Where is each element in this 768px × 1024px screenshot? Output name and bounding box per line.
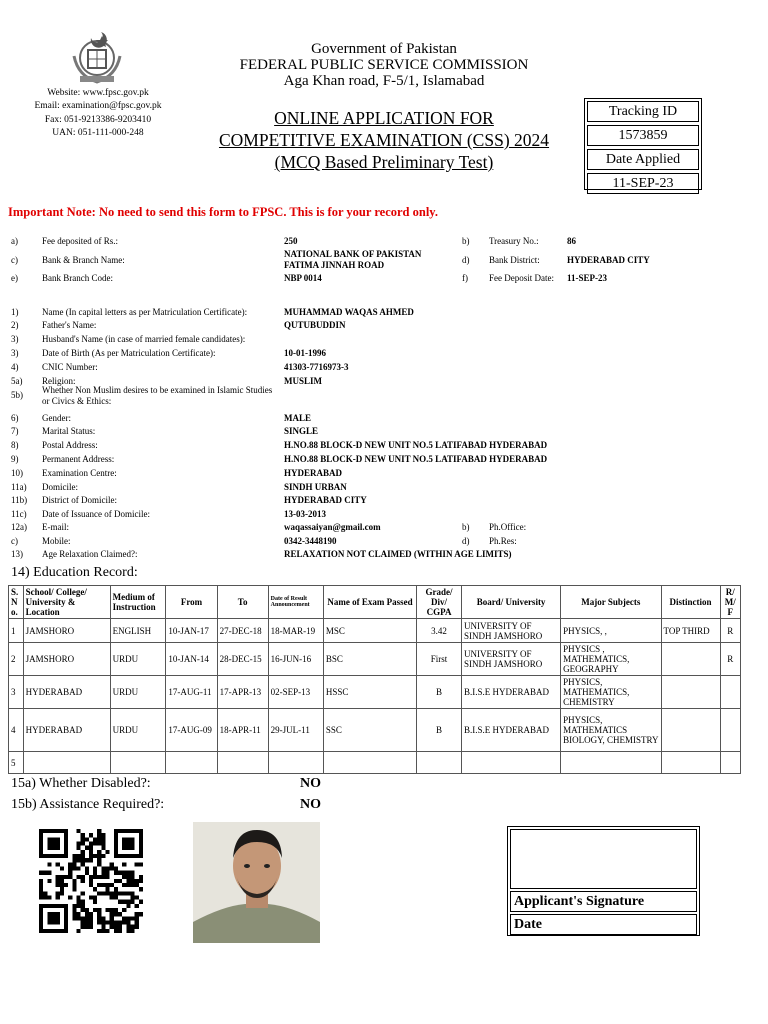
education-cell: 17-AUG-09 <box>166 709 217 752</box>
education-cell: PHYSICS , MATHEMATICS, GEOGRAPHY <box>561 643 661 676</box>
education-cell <box>323 752 416 774</box>
contact-website: Website: www.fpsc.gov.pk <box>47 88 149 98</box>
education-cell: 5 <box>9 752 24 774</box>
personal-item-number: 6) <box>11 413 19 423</box>
education-cell: 17-APR-13 <box>217 676 268 709</box>
applicant-signature-label: Applicant's Signature <box>510 891 697 912</box>
tracking-id-label: Tracking ID <box>587 101 699 122</box>
education-header-cell: Date of Result Announcement <box>268 586 323 619</box>
disabled-value: NO <box>300 776 321 791</box>
education-cell: JAMSHORO <box>23 643 110 676</box>
ph-res-label: Ph.Res: <box>489 536 517 546</box>
personal-item-number: 2) <box>11 320 19 330</box>
personal-item-label: Religion: <box>42 376 76 386</box>
education-cell <box>661 676 720 709</box>
personal-item-value: SINGLE <box>284 426 319 436</box>
education-cell <box>110 752 166 774</box>
applicant-photo <box>193 822 320 943</box>
personal-item-value: H.NO.88 BLOCK-D NEW UNIT NO.5 LATIFABAD HYDERABAD <box>284 440 548 450</box>
header-commission: FEDERAL PUBLIC SERVICE COMMISSION <box>239 57 529 73</box>
education-cell: 29-JUL-11 <box>268 709 323 752</box>
fee-b-label: Treasury No.: <box>489 236 539 246</box>
education-cell: R <box>720 643 740 676</box>
education-cell: UNIVERSITY OF SINDH JAMSHORO <box>462 643 561 676</box>
education-cell: URDU <box>110 643 166 676</box>
personal-item-value: MUSLIM <box>284 376 322 386</box>
education-cell: JAMSHORO <box>23 619 110 643</box>
education-cell: MSC <box>323 619 416 643</box>
education-cell: PHYSICS, MATHEMATICS, CHEMISTRY <box>561 676 661 709</box>
personal-item-label: Date of Issuance of Domicile: <box>42 509 150 519</box>
fee-f-value: 11-SEP-23 <box>567 273 608 283</box>
education-cell <box>720 676 740 709</box>
assistance-value: NO <box>300 797 321 812</box>
education-table <box>8 585 741 774</box>
education-cell: 2 <box>9 643 24 676</box>
fee-c-label: Bank & Branch Name: <box>42 255 125 265</box>
education-cell: 3 <box>9 676 24 709</box>
personal-item-number: 3) <box>11 334 19 344</box>
application-title-line1: ONLINE APPLICATION FOR <box>274 108 494 128</box>
personal-item-label: Gender: <box>42 413 71 423</box>
fee-a-value: 250 <box>284 236 298 246</box>
personal-item-value: QUTUBUDDIN <box>284 320 346 330</box>
education-cell: HSSC <box>323 676 416 709</box>
education-row <box>9 619 741 643</box>
education-cell <box>720 709 740 752</box>
personal-item-label: Domicile: <box>42 482 78 492</box>
education-header-row <box>9 586 741 619</box>
personal-item-number: c) <box>11 536 18 546</box>
education-header-cell: From <box>166 586 217 619</box>
fee-b-value: 86 <box>567 236 576 246</box>
education-cell: B.I.S.E HYDERABAD <box>462 676 561 709</box>
education-cell: UNIVERSITY OF SINDH JAMSHORO <box>462 619 561 643</box>
education-cell: B.I.S.E HYDERABAD <box>462 709 561 752</box>
education-cell: R <box>720 619 740 643</box>
education-row <box>9 643 741 676</box>
education-row <box>9 752 741 774</box>
ph-res-key: d) <box>462 536 470 546</box>
disabled-label: 15a) Whether Disabled?: <box>11 776 151 791</box>
personal-item-number: 4) <box>11 362 19 372</box>
assistance-label: 15b) Assistance Required?: <box>11 797 165 812</box>
education-cell: HYDERABAD <box>23 676 110 709</box>
personal-item-label: E-mail: <box>42 522 69 532</box>
fee-d-value: HYDERABAD CITY <box>567 255 650 265</box>
personal-item-label: Whether Non Muslim desires to be examined in Islamic Studies or Civics & Ethics: <box>42 385 273 406</box>
personal-item-number: 12a) <box>11 522 27 532</box>
fee-a-key: a) <box>11 236 18 246</box>
date-applied-value: 11-SEP-23 <box>587 173 699 194</box>
personal-item-number: 1) <box>11 307 19 317</box>
education-row <box>9 676 741 709</box>
personal-item-value: HYDERABAD <box>284 468 343 478</box>
personal-item-label: Husband's Name (in case of married female candidates): <box>42 334 246 344</box>
personal-item-value: 10-01-1996 <box>284 348 326 358</box>
education-header-cell: Distinction <box>661 586 720 619</box>
government-emblem-icon <box>66 28 128 86</box>
education-cell <box>268 752 323 774</box>
personal-item-value: RELAXATION NOT CLAIMED (WITHIN AGE LIMITS) <box>284 549 512 559</box>
education-cell <box>661 709 720 752</box>
date-applied-label: Date Applied <box>587 149 699 170</box>
personal-item-number: 7) <box>11 426 19 436</box>
application-title-line2: COMPETITIVE EXAMINATION (CSS) 2024 <box>218 130 550 150</box>
education-cell: First <box>417 643 462 676</box>
personal-item-label: District of Domicile: <box>42 495 117 505</box>
personal-item-label: Name (In capital letters as per Matriculation Certificate): <box>42 307 248 317</box>
personal-item-value: 0342-3448190 <box>284 536 337 546</box>
fee-c-value-line2: FATIMA JINNAH ROAD <box>284 260 385 270</box>
education-header-cell: Board/ University <box>462 586 561 619</box>
qr-code-icon <box>36 829 146 933</box>
education-cell: 1 <box>9 619 24 643</box>
personal-item-label: Postal Address: <box>42 440 98 450</box>
personal-item-value: 41303-7716973-3 <box>284 362 349 372</box>
signature-box <box>507 826 700 936</box>
education-row <box>9 709 741 752</box>
education-cell: 27-DEC-18 <box>217 619 268 643</box>
personal-item-number: 10) <box>11 468 23 478</box>
personal-item-label: Mobile: <box>42 536 71 546</box>
personal-item-label: Permanent Address: <box>42 454 115 464</box>
personal-item-number: 5a) <box>11 376 23 386</box>
education-cell: 18-APR-11 <box>217 709 268 752</box>
education-cell: 17-AUG-11 <box>166 676 217 709</box>
application-title-line3: (MCQ Based Preliminary Test) <box>274 152 494 172</box>
education-cell <box>217 752 268 774</box>
personal-item-number: 11b) <box>11 495 28 505</box>
fee-b-key: b) <box>462 236 470 246</box>
personal-item-value: H.NO.88 BLOCK-D NEW UNIT NO.5 LATIFABAD HYDERABAD <box>284 454 548 464</box>
personal-item-number: 11c) <box>11 509 27 519</box>
education-cell: HYDERABAD <box>23 709 110 752</box>
education-cell: B <box>417 709 462 752</box>
education-header-cell: Major Subjects <box>561 586 661 619</box>
education-header-cell: Grade/ Div/ CGPA <box>417 586 462 619</box>
personal-item-label: CNIC Number: <box>42 362 98 372</box>
fee-c-key: c) <box>11 255 18 265</box>
education-cell <box>661 752 720 774</box>
personal-item-value: 13-03-2013 <box>284 509 326 519</box>
contact-fax: Fax: 051-9213386-9203410 <box>44 115 152 125</box>
education-cell: 4 <box>9 709 24 752</box>
education-cell: BSC <box>323 643 416 676</box>
personal-item-number: 3) <box>11 348 19 358</box>
header-address: Aga Khan road, F-5/1, Islamabad <box>283 73 485 89</box>
personal-item-label: Examination Centre: <box>42 468 117 478</box>
education-cell <box>462 752 561 774</box>
education-cell <box>661 643 720 676</box>
tracking-id-value: 1573859 <box>587 125 699 146</box>
personal-item-label: Age Relaxation Claimed?: <box>42 549 138 559</box>
education-cell: 18-MAR-19 <box>268 619 323 643</box>
education-cell: URDU <box>110 709 166 752</box>
ph-office-label: Ph.Office: <box>489 522 527 532</box>
personal-item-value: SINDH URBAN <box>284 482 347 492</box>
education-cell <box>166 752 217 774</box>
education-cell: TOP THIRD <box>661 619 720 643</box>
education-cell: 16-JUN-16 <box>268 643 323 676</box>
education-header-cell: Name of Exam Passed <box>323 586 416 619</box>
personal-item-value: MUHAMMAD WAQAS AHMED <box>284 307 414 317</box>
education-cell <box>720 752 740 774</box>
fee-f-key: f) <box>462 273 468 283</box>
fee-a-label: Fee deposited of Rs.: <box>42 236 118 246</box>
education-cell: URDU <box>110 676 166 709</box>
fee-e-key: e) <box>11 273 18 283</box>
education-header-cell: S. N o. <box>9 586 24 619</box>
fee-e-value: NBP 0014 <box>284 273 322 283</box>
education-cell: 10-JAN-14 <box>166 643 217 676</box>
fee-d-key: d) <box>462 255 470 265</box>
education-cell: 28-DEC-15 <box>217 643 268 676</box>
important-note: Important Note: No need to send this form to FPSC. This is for your record only. <box>8 205 438 219</box>
education-cell: PHYSICS, , <box>561 619 661 643</box>
personal-item-value: MALE <box>284 413 311 423</box>
education-cell <box>561 752 661 774</box>
personal-item-number: 5b) <box>11 390 23 400</box>
education-cell: SSC <box>323 709 416 752</box>
personal-item-number: 9) <box>11 454 19 464</box>
education-cell: 3.42 <box>417 619 462 643</box>
education-cell: ENGLISH <box>110 619 166 643</box>
signature-date-label: Date <box>510 914 697 935</box>
education-cell <box>23 752 110 774</box>
personal-item-value: HYDERABAD CITY <box>284 495 367 505</box>
header-government: Government of Pakistan <box>311 41 457 57</box>
education-header-cell: R/ M/ F <box>720 586 740 619</box>
ph-office-key: b) <box>462 522 470 532</box>
personal-item-value: waqassaiyan@gmail.com <box>284 522 381 532</box>
education-heading: 14) Education Record: <box>11 565 138 580</box>
education-header-cell: Medium of Instruction <box>110 586 166 619</box>
personal-item-label: Father's Name: <box>42 320 97 330</box>
fee-c-value-line1: NATIONAL BANK OF PAKISTAN <box>284 249 422 259</box>
personal-item-number: 13) <box>11 549 23 559</box>
education-cell: 02-SEP-13 <box>268 676 323 709</box>
education-cell: 10-JAN-17 <box>166 619 217 643</box>
personal-item-number: 11a) <box>11 482 27 492</box>
signature-area <box>510 829 697 889</box>
education-header-cell: School/ College/ University & Location <box>23 586 110 619</box>
contact-uan: UAN: 051-111-000-248 <box>52 128 144 138</box>
contact-email: Email: examination@fpsc.gov.pk <box>34 101 162 111</box>
education-header-cell: To <box>217 586 268 619</box>
personal-item-number: 8) <box>11 440 19 450</box>
education-cell <box>417 752 462 774</box>
education-cell: B <box>417 676 462 709</box>
education-cell: PHYSICS, MATHEMATICS BIOLOGY, CHEMISTRY <box>561 709 661 752</box>
personal-item-label: Date of Birth (As per Matriculation Certificate): <box>42 348 216 358</box>
tracking-box <box>584 98 702 190</box>
fee-d-label: Bank District: <box>489 255 540 265</box>
fee-f-label: Fee Deposit Date: <box>489 273 554 283</box>
fee-e-label: Bank Branch Code: <box>42 273 113 283</box>
personal-item-label: Marital Status: <box>42 426 96 436</box>
